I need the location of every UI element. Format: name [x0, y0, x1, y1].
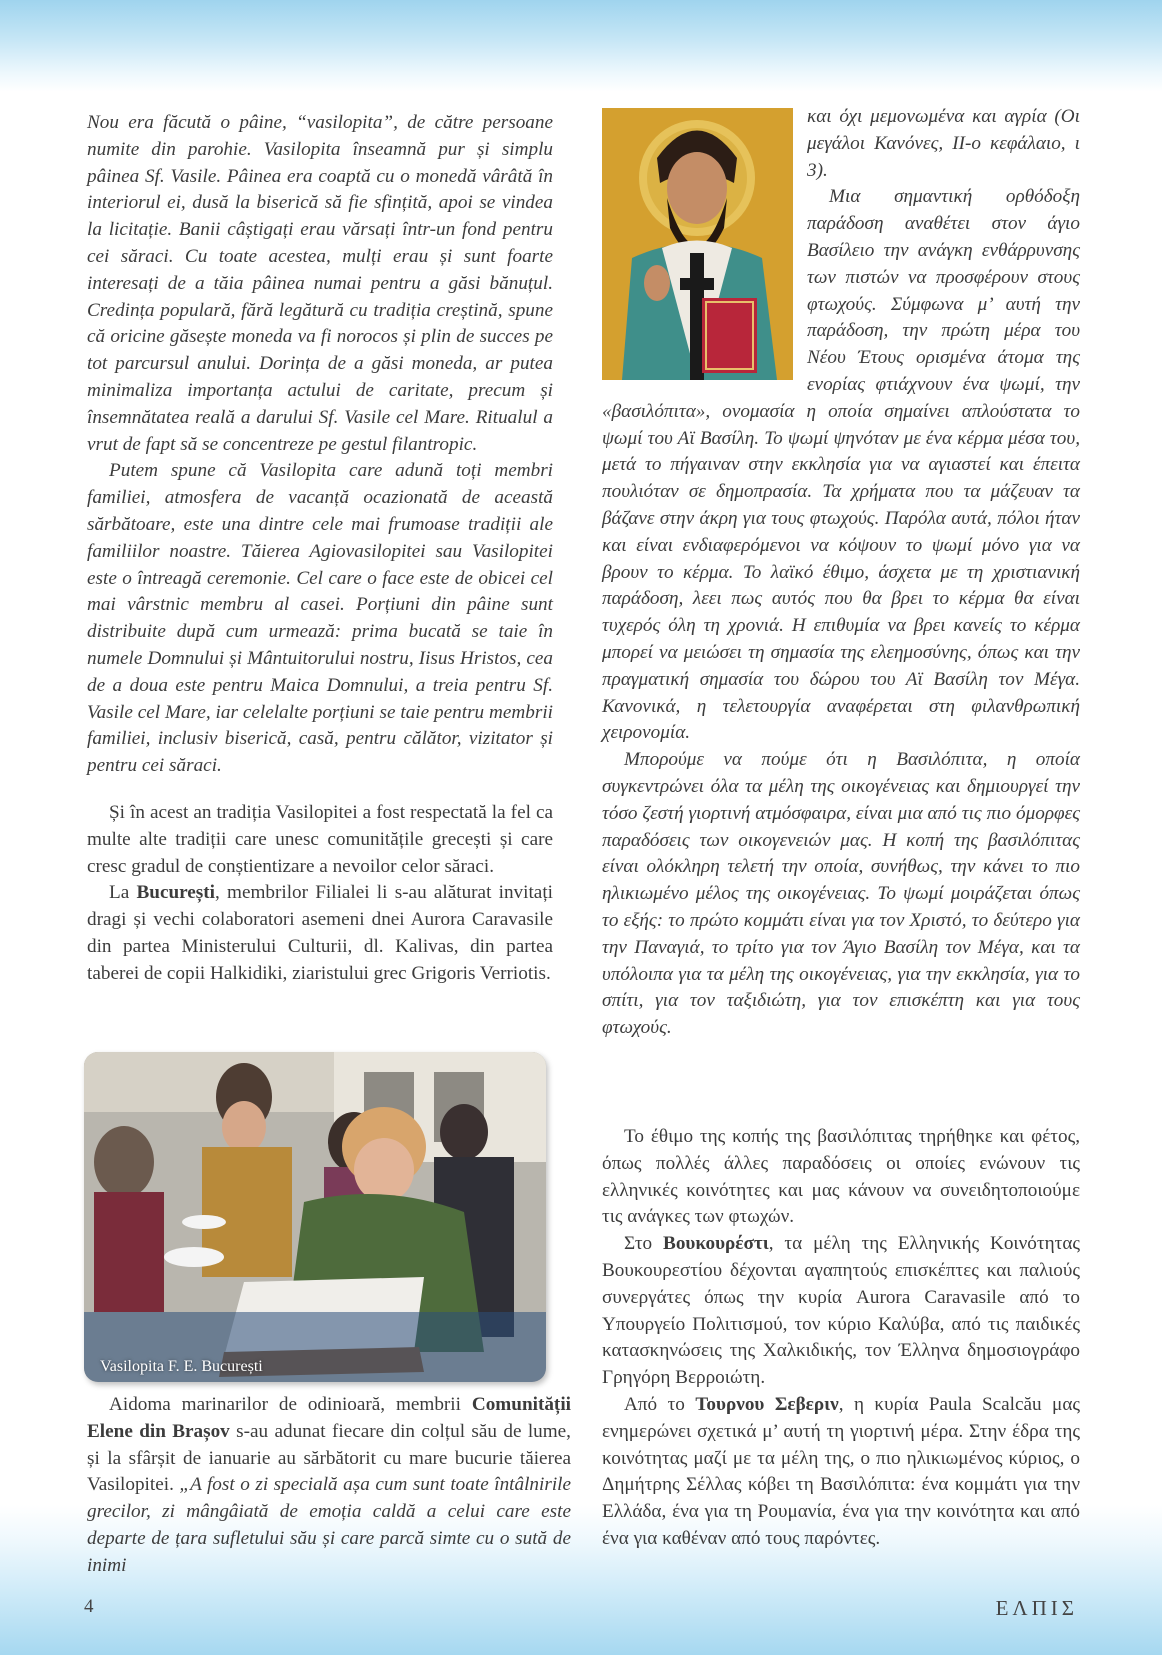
vasilopita-photo	[84, 1052, 546, 1382]
right-paragraph-6: Από το Τουρνου Σεβεριν, η κυρία Paula Scalcău μας ενημερώνει σχετικά μ’ αυτή τη γιορτινή μέρα. Στην έδρα της κοινότητας μαζί με τα μέλη της, ο πιο ηλικιωμένος κύριος, ο Δημήτρης Σέλλας κόβει τη Βασιλόπιτα: ένα κομμάτι για την Ελλάδα, ένα για τη Ρουμανία, ένα για την κοινότητα και από ένα για καθέναν από τους παρόντες.	[602, 1393, 1080, 1549]
saint-basil-icon-illustration	[602, 108, 793, 380]
photo-caption: Vasilopita F. E. București	[100, 1358, 263, 1375]
right-paragraph-5: Στο Βουκουρέστι, τα μέλη της Ελληνικής Κοινότητας Βουκουρεστίου δέχονται αγαπητούς επισκέπτες και παλιούς συνεργάτες όπως την κυρία Aurora Caravasile από το Υπουργείο Πολιτισμού, τον κύριο Καλύβα, από τις παιδικές κατασκηνώσεις της Χαλκιδικής, τον Έλληνα δημοσιογράφο Γρηγόρη Βερροιώτη.	[602, 1233, 1080, 1389]
left-paragraph-3: Și în acest an tradiția Vasilopitei a fost respectată la fel ca multe alte tradiții care unesc comunitățile grecești și care cresc gradul de conștientizare a nevoilor celor săraci.	[87, 802, 553, 877]
right-paragraph-3: Μπορούμε να πούμε ότι η Βασιλόπιτα, η οποία συγκεντρώνει όλα τα μέλη της οικογένειας και δημιουργεί την τόσο ζεστή γιορτινή ατμόσφαιρα, είναι μια από τις πιο όμορφες παραδόσεις των οικογενειών μας. Η κοπή της βασιλόπιτας είναι ολόκληρη τελετή την οποία, συνήθως, την κάνει το πιο ηλικιωμένο μέλος της οικογένειας. Το ψωμί μοιράζεται όπως το εξής: το πρώτο κομμάτι είναι για τον Χριστό, το δεύτερο για την Παναγιά, το τρίτο για τον Άγιο Βασίλη τον Μέγα, και τα υπόλοιπα για τα μέλη της οικογένειας, για την εκκλησία, για το σπίτι, για τον ταξιδιώτη, για τον επισκέπτη και για τους φτωχούς.	[602, 749, 1080, 1039]
left-paragraph-2: Putem spune că Vasilopita care adună toți membri familiei, atmosfera de vacanță ocazionată de această sărbătoare, este una dintre cele mai frumoase tradiții ale familiilor noastre. Tăierea Agiovasilopitei sau Vasilopitei este o întreagă ceremonie. Cel care o face este de obicei cel mai vârstnic membru al casei. Porțiuni din pâine sunt distribuite după cum urmează: prima bucată se taie în numele Domnului și Mântuitorului nostru, Iisus Hristos, cea de a doua este pentru Maica Domnului, a treia pentru Sf. Vasile cel Mare, iar celelalte porțiuni se taie pentru membrii familiei, inclusiv biserică, casă, pentru călător, vizitator și pentru cei săraci.	[87, 460, 553, 777]
right-paragraph-2: Μια σημαντική ορθόδοξη παράδοση αναθέτει στον άγιο Βασίλειο την ανάγκη ενθάρρυνσης των πιστών να προσφέρουν στους φτωχούς. Σύμφωνα μ’ αυτή την παράδοση, την πρώτη μέρα του Νέου Έτους ορισμένα άτομα της ενορίας φτιάχνουν ένα ψωμί, την «βασιλόπιτα», ονομασία η οποία σημαίνει απλούστατα το ψωμί του Αϊ Βασίλη. Το ψωμί ψηνόταν με ένα κέρμα μέσα του, μετά το πήγαιναν στην εκκλησία για να αγιαστεί και έπειτα πουλιόταν σε δημοπρασία. Τα χρήματα που τα μάζευαν τα βάζανε στην άκρη για τους φτωχούς. Παρόλα αυτά, πόλοι ήταν και είναι ενδιαφερόμενοι να κόψουν το ψωμί μόνο για να βρουν το κέρμα. Το λαϊκό έθιμο, άσχετα με τη χριστιανική παράδοση, λεει πως αυτός που θα βρει το κέρμα θα είναι τυχερός όλη τη χρονιά. Η επιθυμία να βρει κανείς το κέρμα μπορεί να μειώσει τη σημασία της ελεημοσύνης, όπως και την πραγματική σημασία του δώρου του Αϊ Βασίλη τον Μέγα. Κανονικά, η τελετουργία αναφέρεται στη φιλανθρωπική χειρονομία.	[602, 186, 1080, 744]
left-column-regular	[87, 800, 553, 988]
journal-name: ΕΛΠΙΣ	[995, 1596, 1078, 1620]
left-column-italic	[87, 110, 553, 780]
top-gradient-band	[0, 0, 1162, 92]
left-paragraph-4: La București, membrilor Filialei li s-au alăturat invitați dragi și vechi colaboratori asemeni dnei Aurora Caravasile din partea Ministerului Culturii, dl. Kalivas, din partea taberei de copii Halkidiki, ziaristului grec Grigoris Verriotis.	[87, 882, 553, 984]
right-paragraph-1: και όχι μεμονωμένα και αγρία (Οι μεγάλοι Κανόνες, ΙΙ-ο κεφάλαιο, ι 3).	[807, 106, 1080, 181]
saint-basil-icon-image	[602, 108, 793, 380]
right-paragraph-4: Το έθιμο της κοπής της βασιλόπιτας τηρήθηκε και φέτος, όπως πολλές άλλες παραδόσεις οι οποίες ενώνουν τις ελληνικές κοινότητες και μας κάνουν να συνειδητοποιούμε τις ανάγκες των φτωχών.	[602, 1126, 1080, 1228]
right-column-italic	[602, 104, 1080, 1042]
right-column-regular	[602, 1124, 1080, 1553]
left-paragraph-1: Nou era făcută o pâine, “vasilopita”, de către persoane numite din parohie. Vasilopita înseamnă pur și simplu pâinea Sf. Vasile. Pâinea era coaptă cu o monedă vârâtă în interiorul ei, dusă la biserică să fie sfințită, apoi se vindea la licitație. Banii câștigați erau vărsați într-un fond pentru cei săraci. Cu toate acestea, mulți erau și sunt foarte interesați de a tăia pâinea numai pentru a găsi bănuțul. Credința populară, fără legătură cu tradiția creștină, spune că oricine găsește moneda va fi norocos și plin de succes pe tot parcursul anului. Dorința de a găsi moneda, ar putea minimaliza importanța actului de caritate, precum și însemnătatea reală a darului Sf. Vasile cel Mare. Ritualul a vrut de fapt să se concentreze pe gestul filantropic.	[87, 112, 553, 455]
page-number: 4	[84, 1596, 94, 1617]
left-column-bottom	[87, 1392, 571, 1580]
left-paragraph-5: Aidoma marinarilor de odinioară, membrii Comunității Elene din Brașov s-au adunat fiecare din colțul său de lume, și la sfârșit de ianuarie au sărbătorit cu mare bucurie tăierea Vasilopitei. „A fost o zi specială așa cum sunt toate întâlnirile grecilor, zi mângâiată de emoția caldă a celui care este departe de țara sufletului său și care parcă simte cu o sută de inimi	[87, 1394, 571, 1576]
vasilopita-photo-illustration	[84, 1052, 546, 1382]
